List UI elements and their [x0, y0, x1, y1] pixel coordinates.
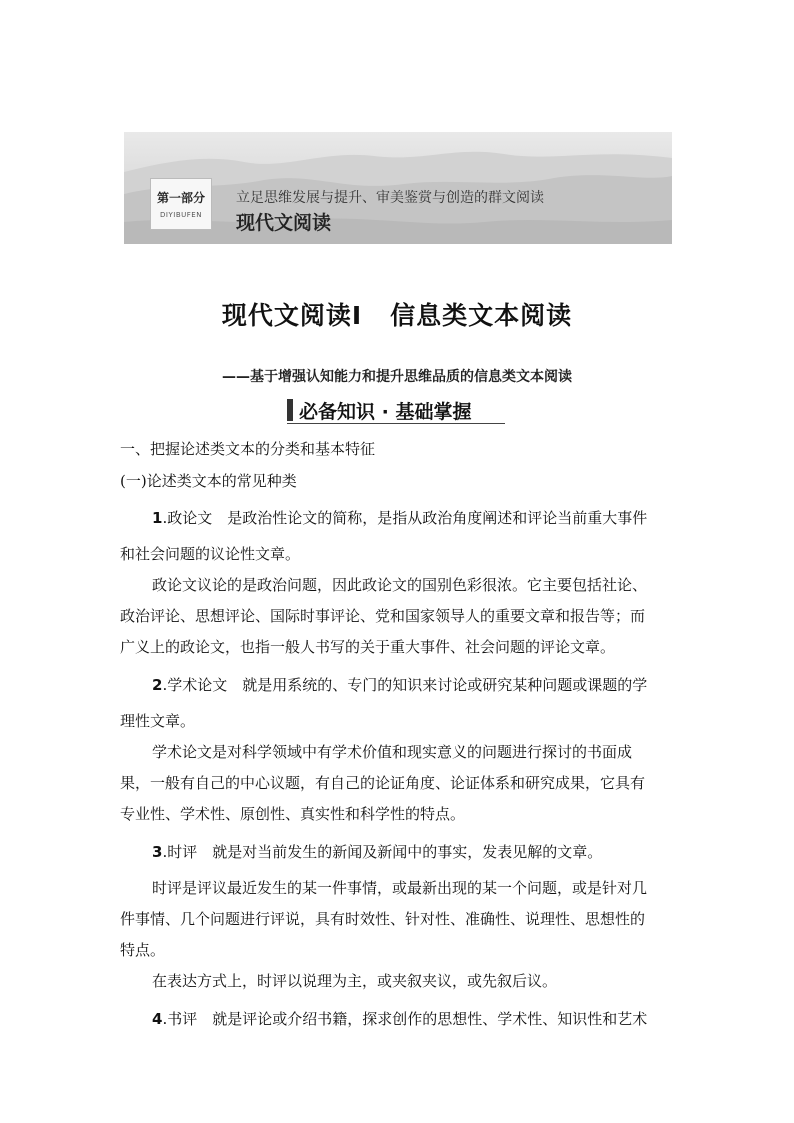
- section-marker: [287, 399, 293, 421]
- paragraph-line: 在表达方式上，时评以说理为主，或夹叙夹议，或先叙后议。: [152, 972, 558, 990]
- paragraph-line: 和社会问题的议论性文章。: [120, 545, 301, 563]
- item-text: .政论文 是政治性论文的简称，是指从政治角度阐述和评论当前重大事件: [162, 509, 648, 527]
- page-subtitle: ——基于增强认知能力和提升思维品质的信息类文本阅读: [222, 369, 572, 385]
- item-number: 1: [152, 509, 163, 527]
- item-number: 3: [152, 843, 163, 861]
- item-1-definition: [152, 507, 647, 528]
- item-number: 2: [152, 676, 163, 694]
- part-banner: [124, 132, 672, 244]
- section-heading: [287, 397, 505, 424]
- section-title: 必备知识 · 基础掌握: [299, 401, 472, 423]
- paragraph-line: 果，一般有自己的中心议题，有自己的论证角度、论证体系和研究成果，它具有: [120, 774, 646, 792]
- item-text: .时评 就是对当前发生的新闻及新闻中的事实，发表见解的文章。: [162, 843, 603, 861]
- paragraph-line: 时评是评议最近发生的某一件事情，或最新出现的某一个问题，或是针对几: [152, 879, 648, 897]
- item-4-definition: [152, 1008, 647, 1029]
- item-text: .书评 就是评论或介绍书籍，探求创作的思想性、学术性、知识性和艺术: [162, 1010, 648, 1028]
- badge-label: 第一部分: [156, 191, 205, 205]
- paragraph-line: 政治评论、思想评论、国际时事评论、党和国家领导人的重要文章和报告等；而: [120, 607, 646, 625]
- paragraph-line: 件事情、几个问题进行评说，具有时效性、针对性、准确性、说理性、思想性的: [120, 910, 646, 928]
- item-3-definition: [152, 841, 602, 862]
- paragraph-line: 理性文章。: [120, 712, 196, 730]
- paragraph-line: 政论文议论的是政治问题，因此政论文的国别色彩很浓。它主要包括社论、: [152, 576, 648, 594]
- page-title-part2: 信息类文本阅读: [390, 301, 573, 330]
- heading-level1: 一、把握论述类文本的分类和基本特征: [120, 440, 376, 458]
- item-number: 4: [152, 1010, 163, 1028]
- paragraph-line: 广义上的政论文，也指一般人书写的关于重大事件、社会问题的评论文章。: [120, 638, 616, 656]
- item-2-definition: [152, 674, 647, 695]
- badge-pinyin: DIYIBUFEN: [160, 211, 202, 219]
- banner-subtitle: 立足思维发展与提升、审美鉴赏与创造的群文阅读: [236, 190, 544, 206]
- part-badge: [150, 178, 212, 230]
- paragraph-line: 特点。: [120, 941, 166, 959]
- page-title: [0, 296, 794, 332]
- heading-level2: (一)论述类文本的常见种类: [120, 472, 297, 490]
- page-title-part1: 现代文阅读Ⅰ: [221, 301, 363, 330]
- paragraph-line: 专业性、学术性、原创性、真实性和科学性的特点。: [120, 805, 466, 823]
- banner-title: 现代文阅读: [236, 212, 332, 234]
- paragraph-line: 学术论文是对科学领域中有学术价值和现实意义的问题进行探讨的书面成: [152, 743, 633, 761]
- item-text: .学术论文 就是用系统的、专门的知识来讨论或研究某种问题或课题的学: [162, 676, 648, 694]
